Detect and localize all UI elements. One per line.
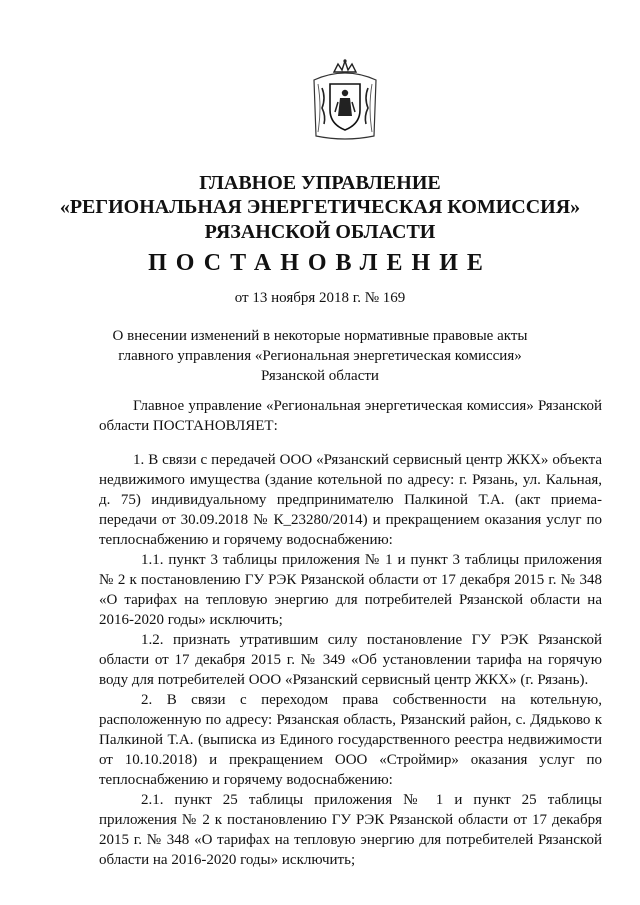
subject-line-1: О внесении изменений в некоторые нормативные правовые акты bbox=[112, 328, 528, 344]
org-title-line-3: РЯЗАНСКОЙ ОБЛАСТИ bbox=[204, 221, 436, 243]
document-type: ПОСТАНОВЛЕНИЕ bbox=[148, 250, 492, 276]
paragraph-1: 1. В связи с передачей ООО «Рязанский сервисный центр ЖКХ» объекта недвижимого имущества (здание котельной по адресу: г. Рязань, ул. Кальная, д. 75) индивидуальному предпринимателю Палкиной Т.А. (акт приема-передачи от 30.09.2018 № К_23280/2014) и прекращением оказания услуг по теплоснабжению и горячему водоснабжению: bbox=[99, 452, 602, 548]
paragraph-2-1: 2.1. пункт 25 таблицы приложения № 1 и пункт 25 таблицы приложения № 2 к постановлению ГУ РЭК Рязанской области от 17 декабря 2015 г. № 348 «О тарифах на тепловую энергию для потребителей Рязанской области на 2016-2020 годы» исключить; bbox=[99, 792, 602, 868]
paragraph-2: 2. В связи с переходом права собственности на котельную, расположенную по адресу: Рязанская область, Рязанский район, с. Дядьково к Палкиной Т.А. (выписка из Единого государственного реестра недвижимости от 10.10.2018) и прекращением ООО «Строймир» оказания услуг по теплоснабжению и горячему водоснабжению: bbox=[99, 692, 602, 788]
subject-line-3: Рязанской области bbox=[261, 368, 379, 384]
org-title-line-2: «РЕГИОНАЛЬНАЯ ЭНЕРГЕТИЧЕСКАЯ КОМИССИЯ» bbox=[59, 196, 581, 218]
paragraph-1-1: 1.1. пункт 3 таблицы приложения № 1 и пункт 3 таблицы приложения № 2 к постановлению ГУ РЭК Рязанской области от 17 декабря 2015 г. № 348 «О тарифах на тепловую энергию для потребителей Рязанской области на 2016-2020 годы» исключить; bbox=[99, 552, 602, 628]
org-title-line-1: ГЛАВНОЕ УПРАВЛЕНИЕ bbox=[199, 172, 441, 194]
subject-line-2: главного управления «Региональная энергетическая комиссия» bbox=[118, 348, 522, 364]
coat-of-arms-icon bbox=[308, 58, 382, 142]
document-body bbox=[99, 396, 602, 870]
intro-paragraph: Главное управление «Региональная энергетическая комиссия» Рязанской области ПОСТАНОВЛЯЕТ: bbox=[99, 398, 602, 434]
document-date-number: от 13 ноября 2018 г. № 169 bbox=[234, 290, 406, 306]
paragraph-1-2: 1.2. признать утратившим силу постановление ГУ РЭК Рязанской области от 17 декабря 2015 г. № 349 «Об установлении тарифа на горячую воду для потребителей ООО «Рязанский сервисный центр ЖКХ» (г. Рязань). bbox=[99, 632, 602, 688]
